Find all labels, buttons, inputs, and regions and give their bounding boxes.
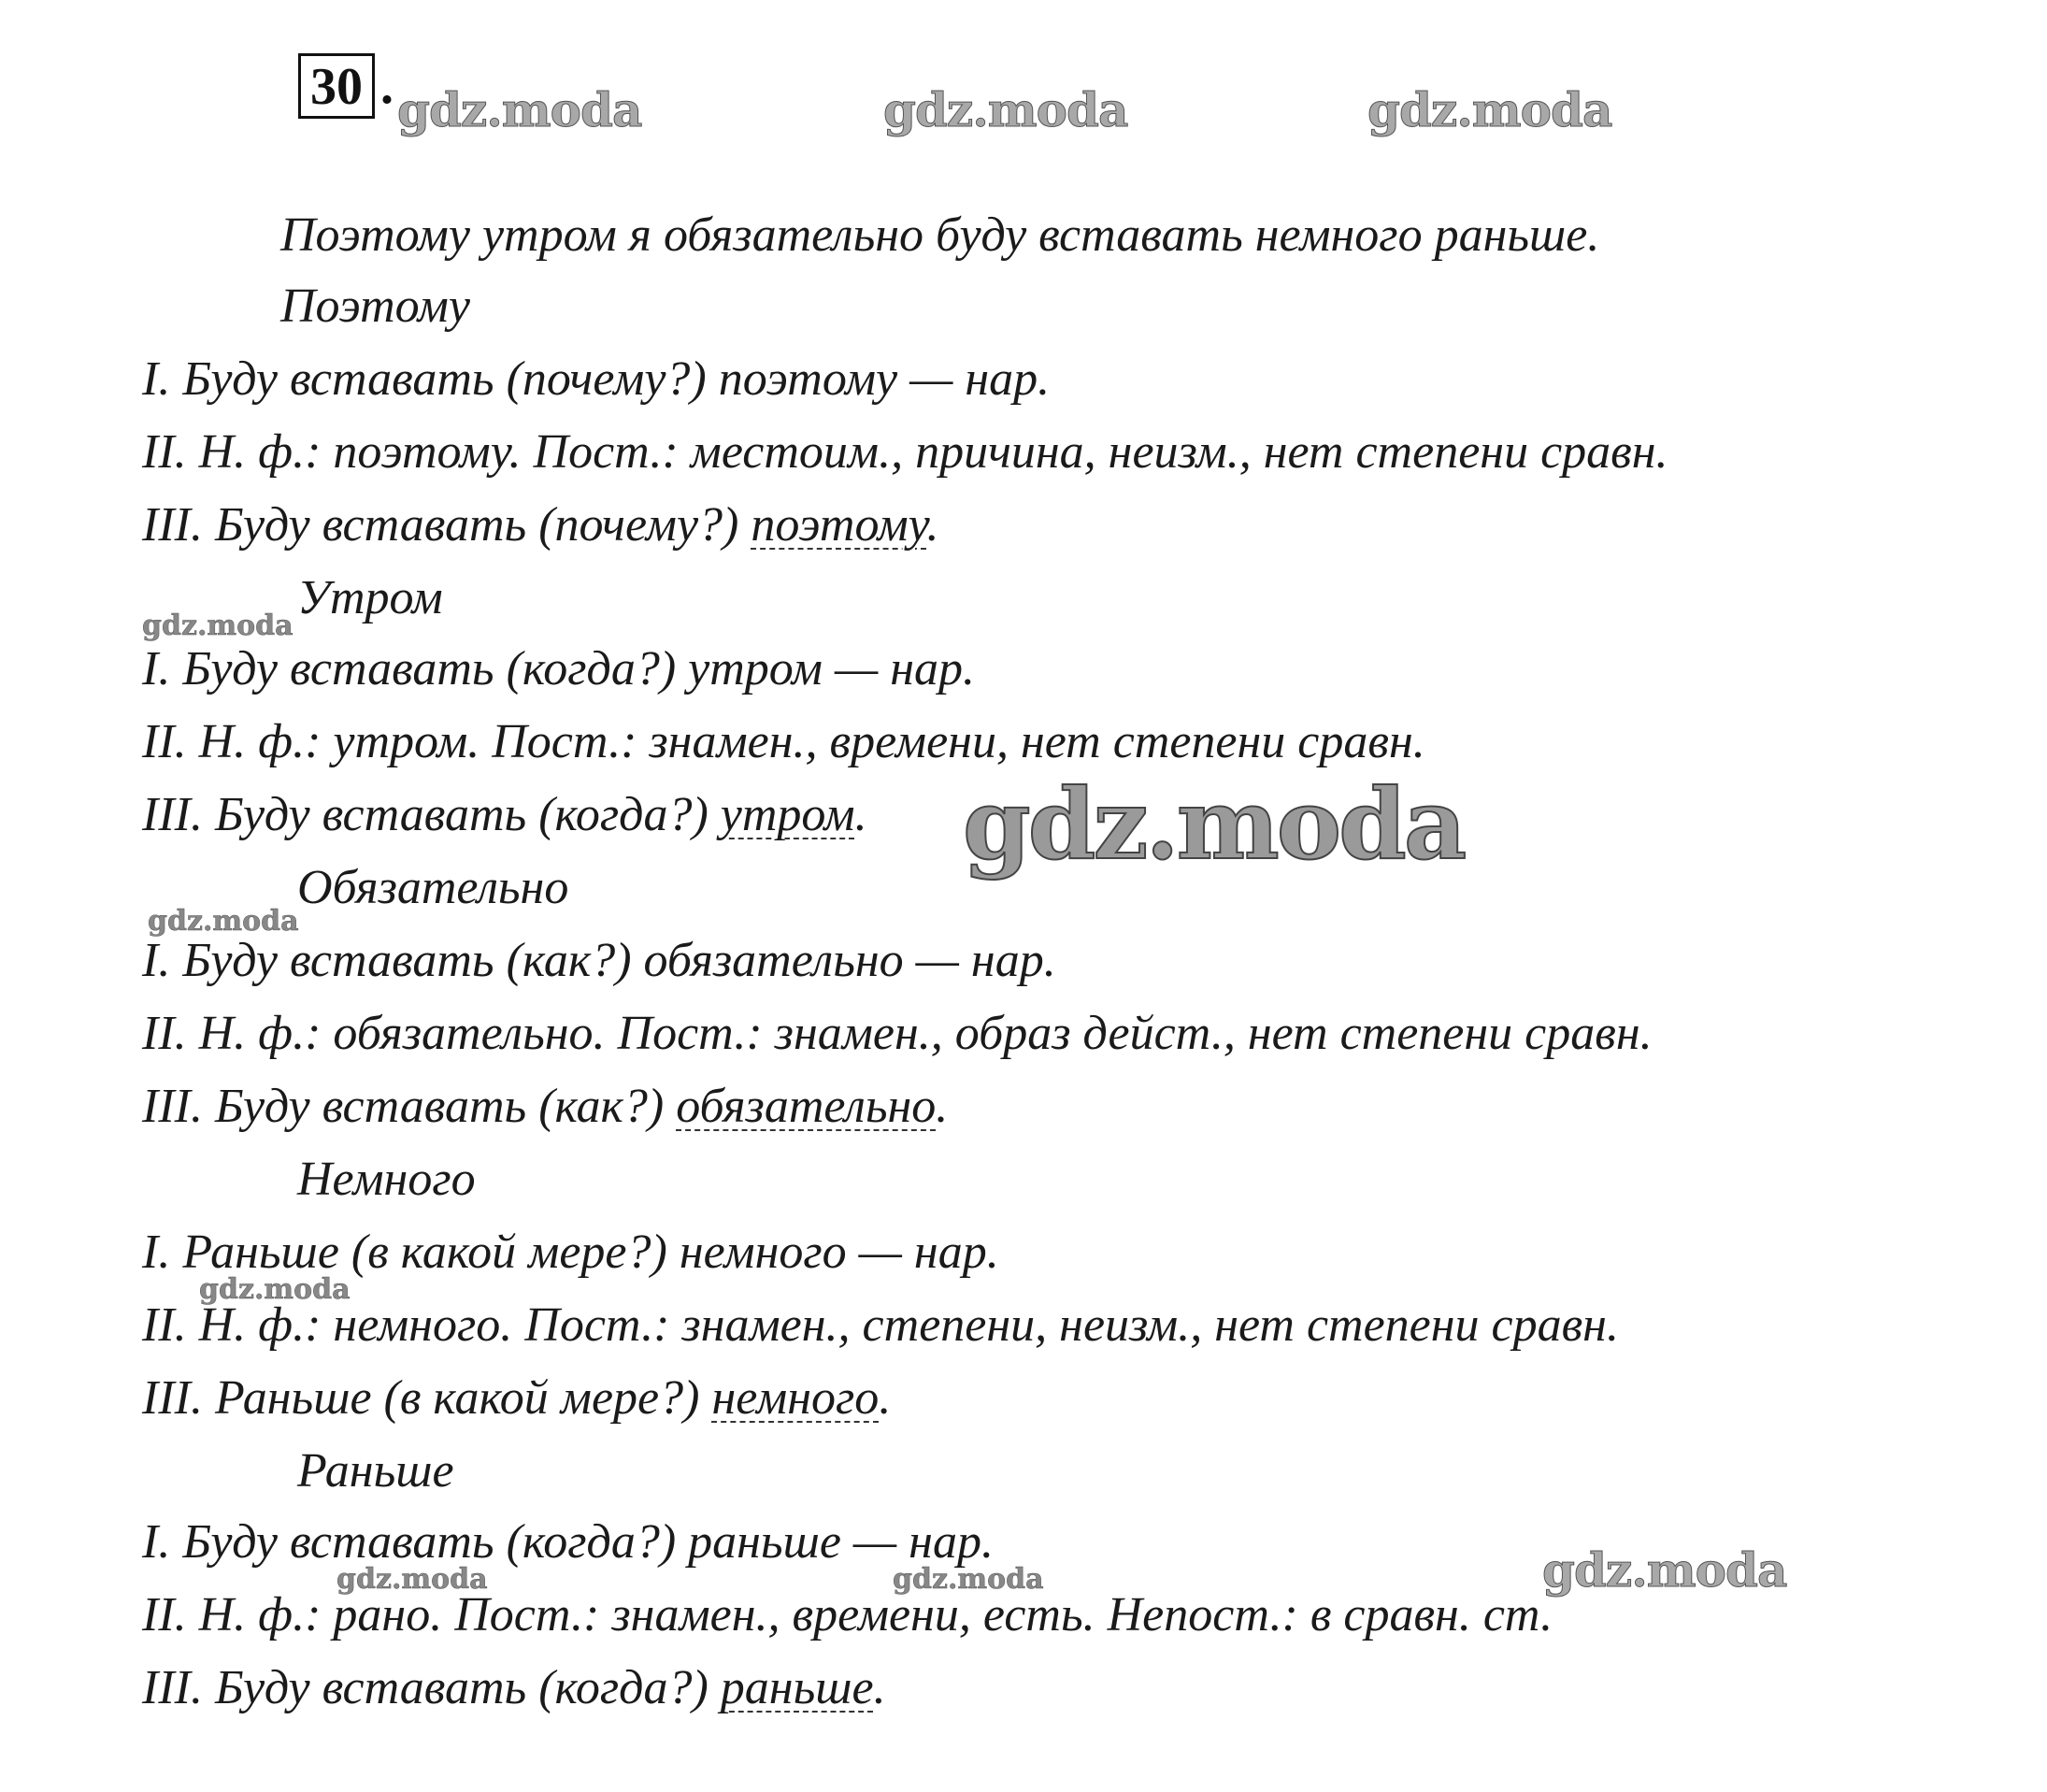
task-sentence: Поэтому утром я обязательно буду вставать немного раньше. — [280, 208, 1600, 262]
analysis-line-1: I. Раньше (в какой мере?) немного — нар. — [142, 1226, 999, 1279]
analysis-line-2: II. Н. ф.: поэтому. Пост.: местоим., причина, неизм., нет степени сравн. — [142, 425, 1668, 479]
analysis-line-3: III. Буду вставать (как?) обязательно. — [142, 1080, 949, 1133]
analysis-line-3: III. Буду вставать (когда?) раньше. — [142, 1661, 886, 1714]
analysis-line-2: II. Н. ф.: обязательно. Пост.: знамен., образ дейст., нет степени сравн. — [142, 1007, 1653, 1060]
block-heading: Поэтому — [280, 280, 470, 333]
watermark: gdz.moda — [148, 905, 299, 938]
underlined-word: раньше — [720, 1661, 874, 1714]
underlined-word: утром — [720, 788, 855, 841]
underlined-word: поэтому — [751, 498, 927, 552]
watermark: gdz.moda — [1542, 1542, 1787, 1598]
analysis-line-3: III. Буду вставать (когда?) утром. — [142, 788, 867, 841]
analysis-line-3: III. Раньше (в какой мере?) немного. — [142, 1371, 892, 1425]
underlined-word: обязательно — [676, 1080, 937, 1133]
block-heading: Немного — [297, 1153, 476, 1206]
exercise-number-dot: . — [380, 57, 394, 115]
analysis-line-2: II. Н. ф.: немного. Пост.: знамен., степени, неизм., нет степени сравн. — [142, 1298, 1619, 1352]
analysis-line-1: I. Буду вставать (когда?) утром — нар. — [142, 642, 976, 695]
watermark: gdz.moda — [1367, 82, 1612, 137]
analysis-line-1: I. Буду вставать (как?) обязательно — нар. — [142, 934, 1056, 987]
block-heading: Обязательно — [297, 861, 569, 914]
watermark: gdz.moda — [893, 1563, 1044, 1596]
analysis-line-1: I. Буду вставать (почему?) поэтому — нар. — [142, 352, 1051, 406]
watermark: gdz.moda — [883, 82, 1128, 137]
watermark: gdz.moda — [336, 1563, 488, 1596]
watermark: gdz.moda — [142, 609, 293, 642]
underlined-word: немного — [711, 1371, 880, 1425]
watermark: gdz.moda — [397, 82, 642, 137]
exercise-number: 30 — [298, 53, 375, 119]
block-heading: Утром — [297, 571, 443, 624]
analysis-line-1: I. Буду вставать (когда?) раньше — нар. — [142, 1515, 994, 1569]
analysis-line-2: II. Н. ф.: утром. Пост.: знамен., времени, нет степени сравн. — [142, 715, 1425, 768]
watermark: gdz.moda — [199, 1273, 351, 1306]
watermark: gdz.moda — [963, 767, 1465, 882]
block-heading: Раньше — [297, 1444, 454, 1498]
analysis-line-2: II. Н. ф.: рано. Пост.: знамен., времени, есть. Непост.: в сравн. ст. — [142, 1588, 1553, 1641]
analysis-line-3: III. Буду вставать (почему?) поэтому. — [142, 498, 939, 552]
